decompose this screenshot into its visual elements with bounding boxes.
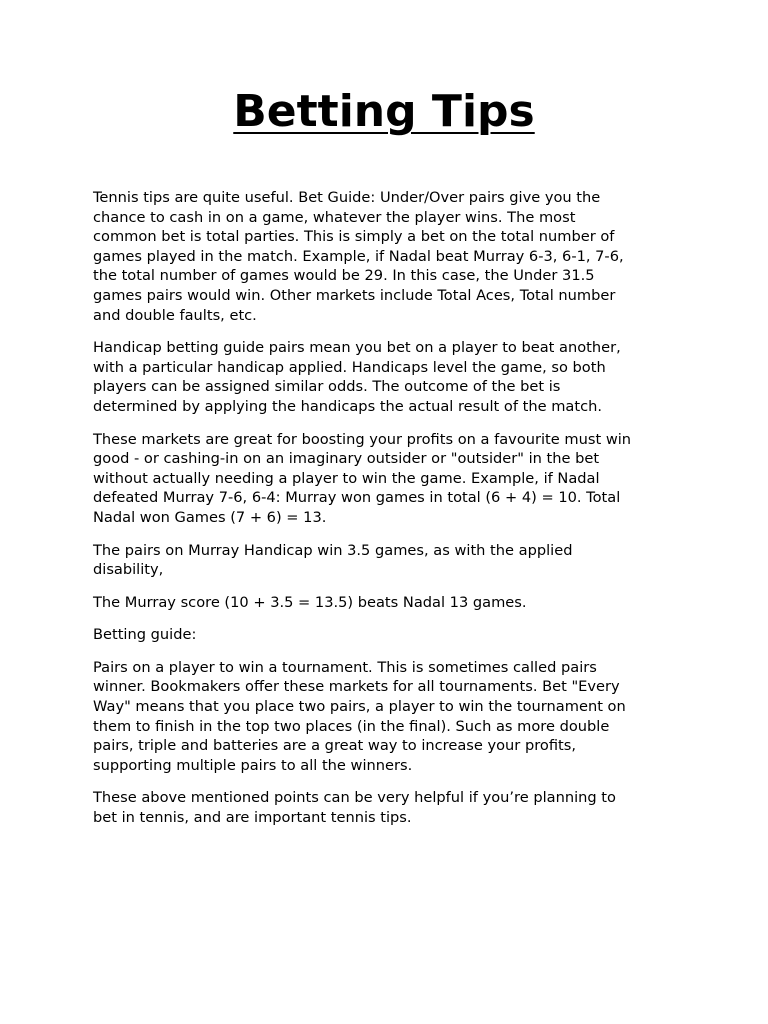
paragraph-betting-guide-heading: Betting guide: bbox=[93, 626, 197, 644]
page-title bbox=[0, 84, 768, 140]
paragraph-markets: These markets are great for boosting your profits on a favourite must win good - or cashing-in on an imaginary outsider or "outsider" in the bet without actually needing a player to win the game. Example, if Nadal defeated Murray 7-6, 6-4: Murray won games in total (6 + 4) = 10. Total Nadal won Games (7 + 6) = 13. bbox=[93, 430, 632, 526]
paragraph-murray-score: The Murray score (10 + 3.5 = 13.5) beats Nadal 13 games. bbox=[93, 593, 527, 611]
paragraph-over-under: Tennis tips are quite useful. Bet Guide: Under/Over pairs give you the chance to cash in on a game, whatever the player wins. The most common bet is total parties. This is simply a bet on the total number of games played in the match. Example, if Nadal beat Murray 6-3, 6-1, 7-6, the total number of games would be 29. In this case, the Under 31.5 games pairs would win. Other markets include Total Aces, Total number and double faults, etc. bbox=[93, 189, 624, 324]
document-body bbox=[93, 188, 673, 841]
page-title-text: Betting Tips bbox=[233, 86, 535, 137]
paragraph-murray-handicap: The pairs on Murray Handicap win 3.5 games, as with the applied disability, bbox=[93, 541, 573, 579]
paragraph-handicap: Handicap betting guide pairs mean you bet on a player to beat another, with a particular handicap applied. Handicaps level the game, so both players can be assigned similar odds. The outcome of the bet is determined by applying the handicaps the actual result of the match. bbox=[93, 339, 621, 415]
paragraph-tournament: Pairs on a player to win a tournament. This is sometimes called pairs winner. Bookmakers offer these markets for all tournaments. Bet "Every Way" means that you place two pairs, a player to win the tournament on them to finish in the top two places (in the final). Such as more double pairs, triple and batteries are a great way to increase your profits, supporting multiple pairs to all the winners. bbox=[93, 658, 626, 774]
paragraph-conclusion: These above mentioned points can be very helpful if you’re planning to bet in tennis, and are important tennis tips. bbox=[93, 789, 616, 827]
